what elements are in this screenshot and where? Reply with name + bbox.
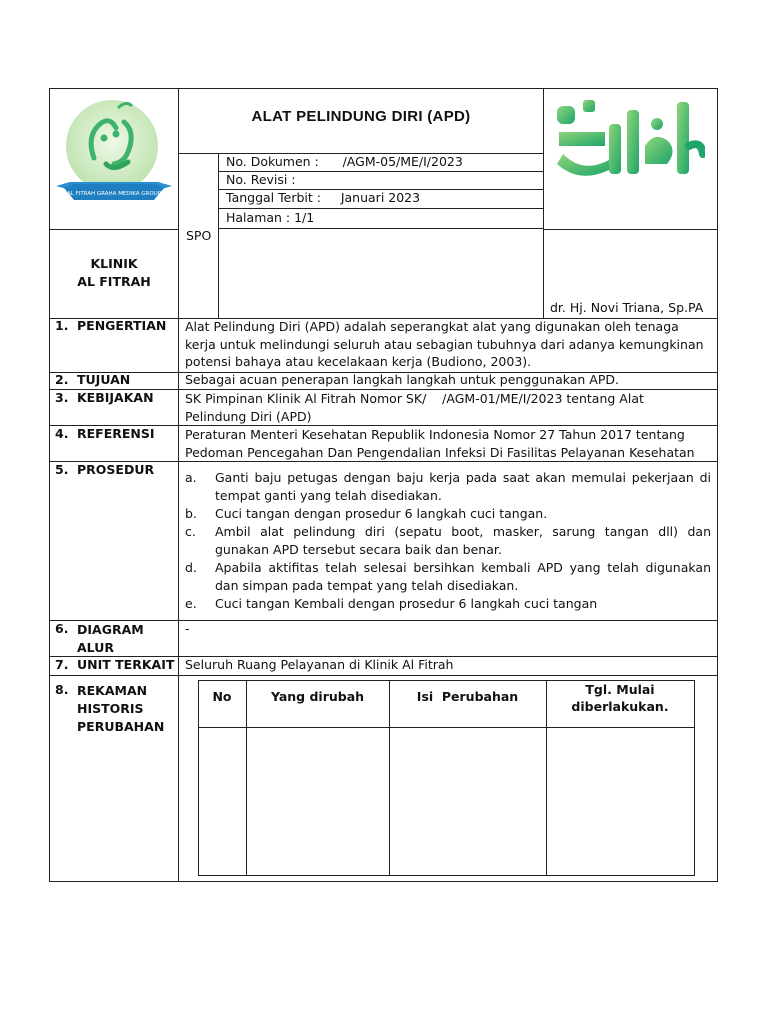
section-label-unit: UNIT TERKAIT: [77, 657, 175, 672]
section-label-kebijakan: KEBIJAKAN: [77, 390, 154, 405]
procedure-text: Cuci tangan Kembali dengan prosedur 6 langkah cuci tangan: [215, 596, 598, 611]
procedure-item-a: [185, 469, 711, 504]
brand-logo: [553, 96, 705, 184]
procedure-text: Cuci tangan dengan prosedur 6 langkah cuci tangan.: [215, 506, 548, 521]
section-num-1: 1.: [55, 318, 69, 333]
section-text-tujuan: Sebagai acuan penerapan langkah langkah untuk penggunakan APD.: [185, 372, 619, 387]
document-title: ALAT PELINDUNG DIRI (APD): [251, 108, 471, 125]
pengertian-line-1: Alat Pelindung Diri (APD) adalah seperangkat alat yang digunakan oleh tenaga: [185, 319, 679, 334]
section-num-2: 2.: [55, 372, 69, 387]
revision-number: No. Revisi :: [226, 172, 296, 187]
section-label-referensi: REFERENSI: [77, 426, 155, 441]
kebijakan-line-1: SK Pimpinan Klinik Al Fitrah Nomor SK/ /AGM-01/ME/I/2023 tentang Alat: [185, 391, 644, 406]
section-text-kebijakan: [185, 390, 711, 425]
section-num-8: 8.: [55, 682, 69, 697]
procedure-letter: b.: [185, 506, 197, 521]
table-header-no: No: [212, 689, 232, 704]
section-label-tujuan: TUJUAN: [77, 372, 131, 387]
diagram-label-line1: DIAGRAM: [77, 622, 144, 637]
kebijakan-line-2: Pelindung Diri (APD): [185, 408, 312, 424]
section-num-6: 6.: [55, 621, 69, 636]
referensi-line-1: Peraturan Menteri Kesehatan Republik Indonesia Nomor 27 Tahun 2017 tentang: [185, 427, 685, 442]
clinic-logo: [54, 100, 174, 208]
pengertian-line-2: kerja untuk melindungi seluruh atau sebagian tubuhnya dari adanya kemungkinan: [185, 336, 704, 352]
tgl-header-line1: Tgl. Mulai: [585, 682, 655, 697]
section-num-7: 7.: [55, 657, 69, 672]
clinic-name: [50, 255, 178, 291]
signatory-name: dr. Hj. Novi Triana, Sp.PA: [550, 300, 704, 315]
section-num-3: 3.: [55, 390, 69, 405]
doc-number: No. Dokumen : /AGM-05/ME/I/2023: [226, 154, 463, 169]
page-count: Halaman : 1/1: [226, 210, 315, 225]
rekaman-label-line2: HISTORIS: [77, 701, 144, 716]
procedure-list: [185, 469, 711, 614]
procedure-item-e: [185, 595, 711, 613]
issue-date: Tanggal Terbit : Januari 2023: [226, 190, 421, 205]
diagram-label-line2: ALUR: [77, 640, 114, 655]
rekaman-label-line3: PERUBAHAN: [77, 719, 165, 734]
section-text-diagram: -: [185, 621, 190, 636]
clinic-name-line2: AL FITRAH: [77, 274, 151, 289]
referensi-line-2: Pedoman Pencegahan Dan Pengendalian Infeksi Di Fasilitas Pelayanan Kesehatan: [185, 444, 695, 460]
section-num-4: 4.: [55, 426, 69, 441]
table-header-tgl-mulai: [546, 681, 694, 715]
section-text-pengertian: [185, 318, 711, 371]
rekaman-label-line1: REKAMAN: [77, 683, 148, 698]
section-label-prosedur: PROSEDUR: [77, 462, 155, 477]
section-num-5: 5.: [55, 462, 69, 477]
clinic-name-line1: KLINIK: [90, 256, 138, 271]
table-header-isi-perubahan: Isi Perubahan: [416, 689, 519, 704]
section-label-rekaman: [77, 682, 164, 736]
section-text-unit: Seluruh Ruang Pelayanan di Klinik Al Fitrah: [185, 657, 454, 672]
procedure-letter: e.: [185, 596, 197, 611]
tgl-header-line2: diberlakukan.: [571, 699, 669, 714]
procedure-letter: c.: [185, 524, 196, 539]
procedure-item-d: [185, 559, 711, 594]
procedure-text: Ambil alat pelindung diri (sepatu boot, masker, sarung tangan dll) dan gunakan APD tersebut secara baik dan benar.: [215, 524, 711, 557]
procedure-item-b: [185, 505, 711, 523]
procedure-letter: a.: [185, 470, 197, 485]
procedure-letter: d.: [185, 560, 197, 575]
procedure-item-c: [185, 523, 711, 558]
spo-label: SPO: [186, 228, 212, 243]
table-header-yang-dirubah: Yang dirubah: [270, 689, 365, 704]
logo-ribbon-text: AL FITRAH GRAHA MEDIKA GROUP: [66, 191, 162, 197]
section-label-diagram: [77, 621, 144, 657]
procedure-text: Ganti baju petugas dengan baju kerja pada saat akan memulai pekerjaan di tempat ganti yang telah disediakan.: [215, 470, 711, 503]
procedure-text: Apabila aktifitas telah selesai bersihkan kembali APD yang telah digunakan dan simpan pada tempat yang telah disediakan.: [215, 560, 711, 593]
pengertian-line-3: potensi bahaya atau kecelakaan kerja (Budiono, 2003).: [185, 354, 532, 370]
section-text-referensi: [185, 426, 711, 461]
section-label-pengertian: PENGERTIAN: [77, 318, 167, 333]
